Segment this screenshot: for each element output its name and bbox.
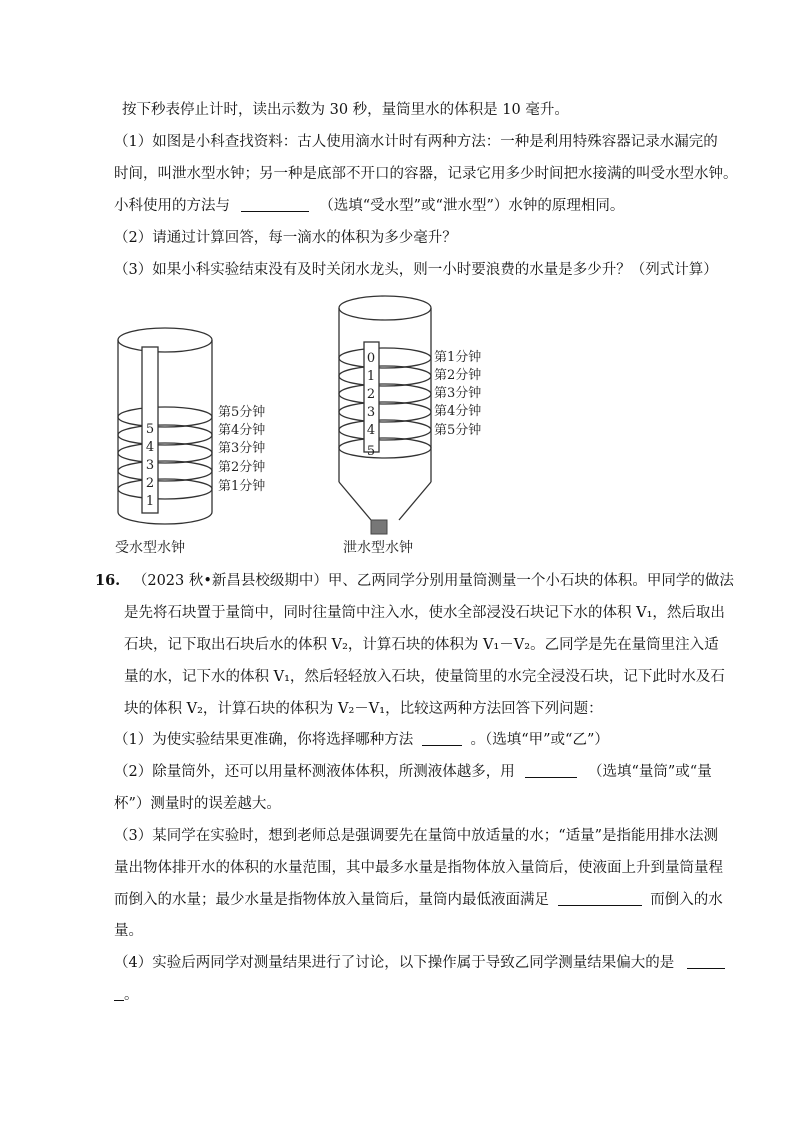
q16-sub2-before: （2）除量筒外，还可以用量杯测液体体积，所测液体越多，用 <box>114 764 515 780</box>
q15-part2: （2）请通过计算回答，每一滴水的体积为多少毫升？ <box>114 230 457 246</box>
q16-sub2-after: （选填“量筒”或“量 <box>587 764 712 780</box>
q16-sub2-line1 <box>114 762 712 782</box>
q15-part3: （3）如果小科实验结束没有及时关闭水龙头，则一小时要浪费的水量是多少升？（列式计算） <box>114 262 718 278</box>
outflow-label-1min: 第1分钟 <box>434 350 482 365</box>
outflow-label-4min: 第4分钟 <box>434 404 482 419</box>
outflow-label-5min: 第5分钟 <box>434 423 482 438</box>
q16-sub2-line2: 杯”）测量时的误差越大。 <box>114 796 281 812</box>
q16-sub1 <box>114 730 609 750</box>
inflow-scale-5: 5 <box>145 422 155 437</box>
q15-part1-line1: （1）如图是小科查找资料：古人使用滴水计时有两种方法：一种是利用特殊容器记录水漏完的 <box>114 134 718 150</box>
outflow-scale-3: 3 <box>366 405 376 420</box>
inflow-scale-2: 2 <box>145 476 155 491</box>
outflow-label-3min: 第3分钟 <box>434 386 482 401</box>
q15-part1-line2: 时间，叫泄水型水钟；另一种是底部不开口的容器，记录它用多少时间把水接满的叫受水型水钟。 <box>114 166 738 182</box>
q16-line4: 量的水，记下水的体积 V₁，然后轻轻放入石块，使量筒里的水完全浸没石块，记下此时水及石 <box>124 669 725 685</box>
figure-outflow-clock <box>339 296 431 520</box>
q16-answer-blank-1[interactable] <box>422 730 462 746</box>
inflow-label-5min: 第5分钟 <box>218 405 266 420</box>
q15-part1-text-before: 小科使用的方法与 <box>114 198 230 214</box>
q15-part1-text-after: （选填“受水型”或“泄水型”）水钟的原理相同。 <box>319 198 625 214</box>
q16-sub3-line4: 量。 <box>114 923 143 939</box>
q16-number: 16. <box>95 572 121 589</box>
q16-sub3-line1: （3）某同学在实验时，想到老师总是强调要先在量筒中放适量的水；“适量”是指能用排水法测 <box>114 828 719 844</box>
q16-line1 <box>95 571 734 591</box>
outflow-caption: 泄水型水钟 <box>343 540 413 556</box>
q16-sub4-line1 <box>114 953 725 973</box>
outflow-scale-0: 0 <box>366 351 376 366</box>
q16-sub3-after: 而倒入的水 <box>650 892 723 908</box>
q16-sub4-end: 。 <box>124 987 139 1003</box>
q16-sub3-before: 而倒入的水量；最少水量是指物体放入量筒后，量筒内最低液面满足 <box>114 892 549 908</box>
inflow-label-2min: 第2分钟 <box>218 460 266 475</box>
inflow-scale-1: 1 <box>145 494 155 509</box>
inflow-label-3min: 第3分钟 <box>218 441 266 456</box>
q16-line5: 块的体积 V₂，计算石块的体积为 V₂－V₁，比较这两种方法回答下列问题： <box>124 701 603 717</box>
q16-sub1-before: （1）为使实验结果更准确，你将选择哪种方法 <box>114 732 414 748</box>
q16-line3: 石块，记下取出石块后水的体积 V₂，计算石块的体积为 V₁－V₂。乙同学是先在量筒里注入适 <box>124 637 719 653</box>
q16-answer-blank-4b[interactable] <box>114 985 124 1001</box>
outflow-scale-1: 1 <box>366 369 376 384</box>
q16-answer-blank-3[interactable] <box>558 890 642 906</box>
q16-sub4-line2 <box>114 985 139 1005</box>
outflow-spout <box>371 520 387 534</box>
q16-answer-blank-2[interactable] <box>525 762 577 778</box>
inflow-label-1min: 第1分钟 <box>218 479 266 494</box>
intro-line: 按下秒表停止计时，读出示数为 30 秒，量筒里水的体积是 10 毫升。 <box>122 102 569 118</box>
water-clock-figures <box>0 290 793 560</box>
outflow-label-2min: 第2分钟 <box>434 368 482 383</box>
outflow-scale-2: 2 <box>366 387 376 402</box>
q15-answer-blank-1[interactable] <box>241 196 309 212</box>
figure-inflow-clock <box>118 328 212 524</box>
q16-answer-blank-4a[interactable] <box>687 953 725 969</box>
outflow-scale-4: 4 <box>366 423 376 438</box>
q15-part1-line3 <box>114 196 624 216</box>
q16-line2: 是先将石块置于量筒中，同时往量筒中注入水，使水全部浸没石块记下水的体积 V₁，然后取出 <box>124 605 725 621</box>
q16-sub4-before: （4）实验后两同学对测量结果进行了讨论，以下操作属于导致乙同学测量结果偏大的是 <box>114 955 675 971</box>
inflow-scale-4: 4 <box>145 440 155 455</box>
q16-sub3-line2: 量出物体排开水的体积的水量范围，其中最多水量是指物体放入量筒后，使液面上升到量筒量程 <box>114 860 723 876</box>
inflow-caption: 受水型水钟 <box>115 540 185 556</box>
outflow-scale-5: 5 <box>366 444 376 459</box>
q16-line1-text: （2023 秋•新昌县校级期中）甲、乙两同学分别用量筒测量一个小石块的体积。甲同学的做法 <box>132 573 734 589</box>
inflow-label-4min: 第4分钟 <box>218 423 266 438</box>
q16-sub3-line3 <box>114 890 723 910</box>
q16-sub1-after: 。（选填“甲”或“乙”） <box>470 732 609 748</box>
inflow-scale-3: 3 <box>145 458 155 473</box>
